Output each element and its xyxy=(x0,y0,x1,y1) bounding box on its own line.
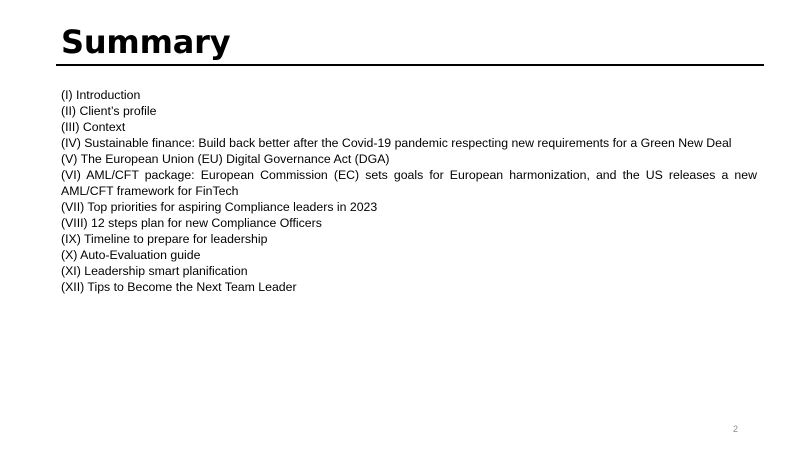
summary-item-context: (III) Context xyxy=(61,120,126,134)
summary-item-leadership-planification: (XI) Leadership smart planification xyxy=(61,264,248,278)
summary-item-introduction: (I) Introduction xyxy=(61,88,141,102)
page-number: 2 xyxy=(733,424,739,434)
summary-list xyxy=(61,87,757,295)
summary-item-aml-cft-package: (VI) AML/CFT package: European Commission (EC) sets goals for European harmonization, and the US releases a new AML/CFT framework for FinTech xyxy=(61,168,757,198)
slide-title: Summary xyxy=(61,23,231,61)
summary-item-clients-profile: (II) Client’s profile xyxy=(61,104,157,118)
title-underline xyxy=(56,64,764,66)
summary-item-auto-evaluation: (X) Auto-Evaluation guide xyxy=(61,248,201,262)
summary-item-top-priorities: (VII) Top priorities for aspiring Compliance leaders in 2023 xyxy=(61,200,378,214)
summary-item-sustainable-finance: (IV) Sustainable finance: Build back better after the Covid-19 pandemic respecting new requirements for a Green New Deal xyxy=(61,136,732,150)
summary-item-timeline: (IX) Timeline to prepare for leadership xyxy=(61,232,268,246)
summary-item-12-steps-plan: (VIII) 12 steps plan for new Compliance Officers xyxy=(61,216,322,230)
summary-item-team-leader-tips: (XII) Tips to Become the Next Team Leader xyxy=(61,280,297,294)
summary-item-digital-governance-act: (V) The European Union (EU) Digital Governance Act (DGA) xyxy=(61,152,390,166)
